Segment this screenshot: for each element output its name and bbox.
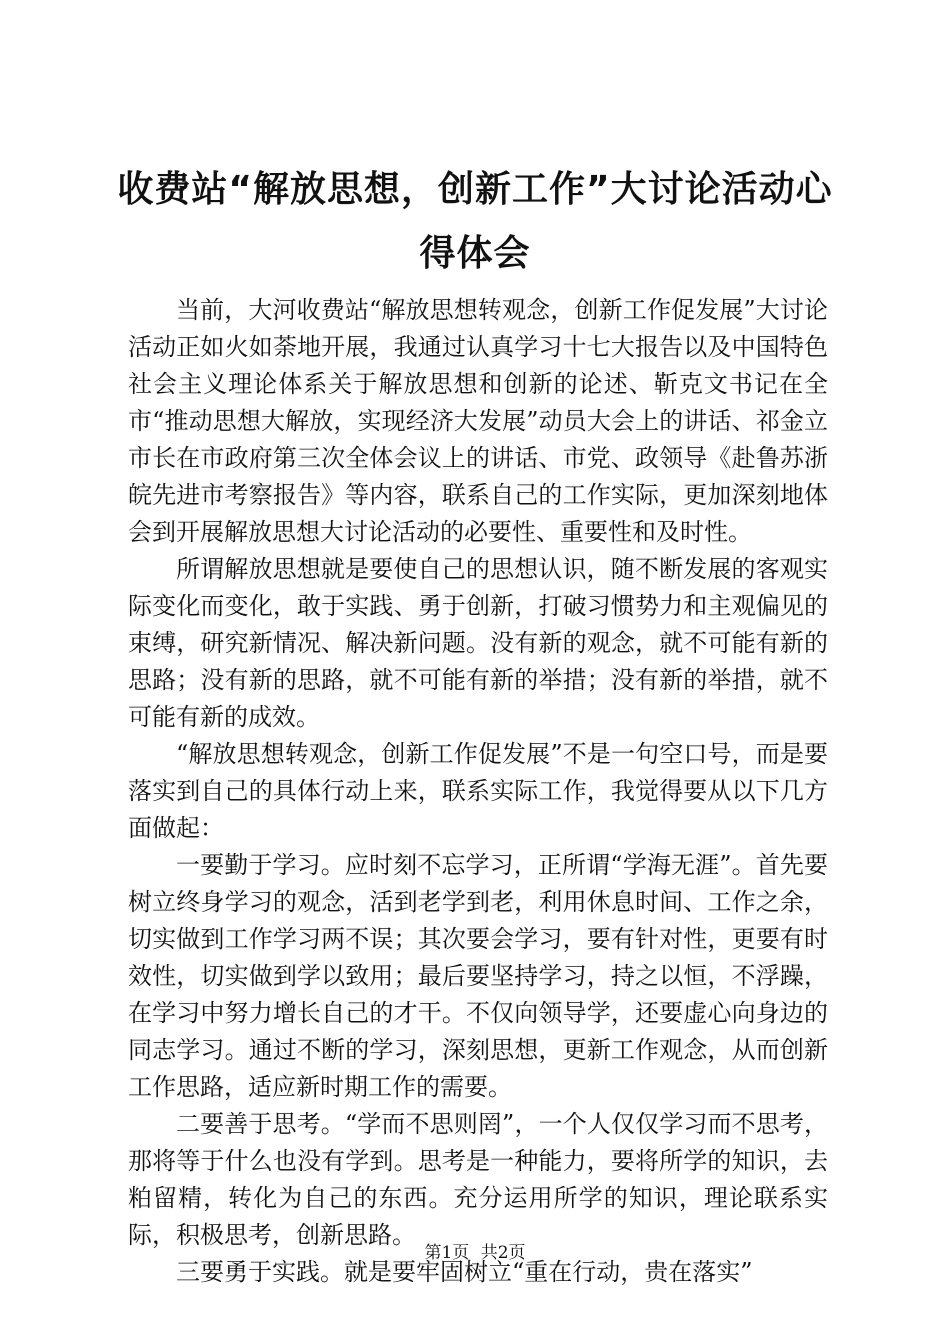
paragraph: “解放思想转观念，创新工作促发展”不是一句空口号，而是要落实到自己的具体行动上来，联系实际工作，我觉得要从以下几方面做起： (128, 740, 828, 842)
paragraph: 所谓解放思想就是要使自己的思想认识，随不断发展的客观实际变化而变化，敢于实践、勇于创新，打破习惯势力和主观偏见的束缚，研究新情况、解决新问题。没有新的观念，就不可能有新的思路；没有新的思路，就不可能有新的举措；没有新的举措，就不可能有新的成效。 (128, 555, 828, 731)
title-line-2: 得体会 (419, 233, 531, 274)
paragraph: 三要勇于实践。就是要牢固树立“重在行动，贵在落实” (176, 1258, 753, 1286)
document-title (110, 158, 840, 286)
document-body (128, 292, 828, 1291)
paragraph: 当前，大河收费站“解放思想转观念，创新工作促发展”大讨论活动正如火如荼地开展，我通过认真学习十七大报告以及中国特色社会主义理论体系关于解放思想和创新的论述、靳克文书记在全市“推动思想大解放，实现经济大发展”动员大会上的讲话、祁金立市长在市政府第三次全体会议上的讲话、市党、政领导《赴鲁苏浙皖先进市考察报告》等内容，联系自己的工作实际，更加深刻地体会到开展解放思想大讨论活动的必要性、重要性和及时性。 (128, 296, 828, 546)
title-line-1: 收费站“解放思想，创新工作”大讨论活动心 (117, 169, 833, 210)
paragraph: 一要勤于学习。应时刻不忘学习，正所谓“学海无涯”。首先要树立终身学习的观念，活到老学到老，利用休息时间、工作之余，切实做到工作学习两不误；其次要会学习，要有针对性，更要有时效性，切实做到学以致用；最后要坚持学习，持之以恒，不浮躁，在学习中努力增长自己的才干。不仅向领导学，还要虚心向身边的同志学习。通过不断的学习，深刻思想，更新工作观念，从而创新工作思路，适应新时期工作的需要。 (128, 851, 828, 1101)
page-footer (0, 1242, 950, 1264)
paragraph: 二要善于思考。“学而不思则罔”，一个人仅仅学习而不思考，那将等于什么也没有学到。思考是一种能力，要将所学的知识，去粕留精，转化为自己的东西。充分运用所学的知识，理论联系实际，积极思考，创新思路。 (128, 1110, 828, 1249)
page-number: 第1页 (424, 1243, 470, 1263)
page-total: 共2页 (480, 1243, 526, 1263)
